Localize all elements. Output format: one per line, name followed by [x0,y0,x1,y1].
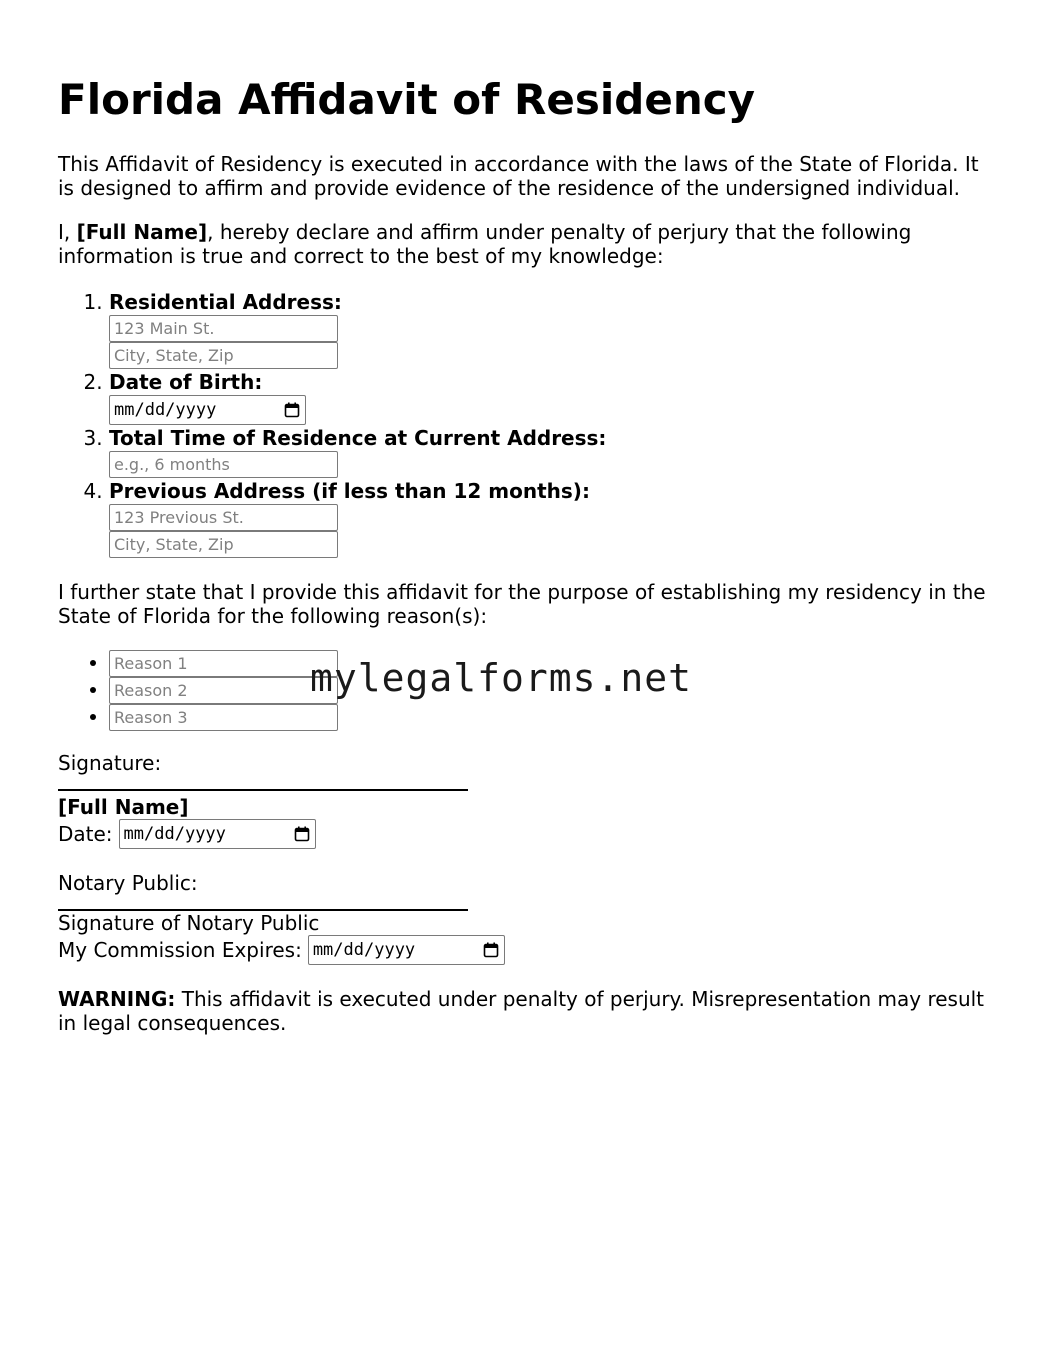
notary-label: Notary Public: [58,871,198,895]
item-residential-address [109,289,988,369]
residential-street-input[interactable] [109,315,338,342]
declaration-prefix: I, [58,220,77,244]
item-title: 2. Date of Birth: [109,370,263,394]
commission-row [58,935,988,965]
item-date-of-birth [109,369,988,425]
intro-paragraph: This Affidavit of Residency is executed in accordance with the laws of the State of Florida. It is designed to affirm and provide evidence of the residence of the undersigned individual. [58,152,979,200]
date-of-birth-input[interactable] [109,395,306,425]
calendar-icon[interactable] [483,942,499,958]
purpose-paragraph: I further state that I provide this affidavit for the purpose of establishing my residency in the State of Florida for the following reason(s): [58,580,986,628]
calendar-icon[interactable] [294,826,310,842]
item-previous-address [109,478,988,558]
date-placeholder: mm/dd/yyyy [312,940,416,960]
notary-signature-label: Signature of Notary Public [58,911,320,935]
date-placeholder: mm/dd/yyyy [123,824,226,844]
residence-duration-input[interactable] [109,451,338,478]
reason-3-input[interactable] [109,704,338,731]
warning-text: This affidavit is executed under penalty of perjury. Misrepresentation may result in legal consequences. [58,987,985,1035]
page-title: Florida Affidavit of Residency [58,75,755,124]
date-placeholder: mm/dd/yyyy [114,400,217,420]
reason-1-input[interactable] [109,650,338,677]
previous-city-input[interactable] [109,531,338,558]
reasons-list [58,650,988,731]
signer-full-name: [Full Name] [58,795,189,819]
item-time-of-residence [109,425,988,478]
commission-date-input[interactable] [308,935,505,965]
item-title: 3. Total Time of Residence at Current Address: [109,426,607,450]
item-title: 4. Previous Address (if less than 12 months): [109,479,590,503]
warning-paragraph [58,987,988,1035]
reason-item [109,704,988,731]
watermark-text: mylegalforms.net [310,656,693,700]
declaration-paragraph [58,220,988,268]
residency-items-list [58,289,988,558]
signature-date-label: Date: [58,822,113,846]
warning-label: WARNING: [58,987,176,1011]
signature-date-input[interactable] [119,819,316,849]
reason-item [109,677,988,704]
declaration-suffix: , hereby declare and affirm under penalty of perjury that the following information is true and correct to the best of my knowledge: [58,220,912,268]
signature-line [58,781,468,791]
signature-label: Signature: [58,751,162,775]
reason-item [109,650,988,677]
residential-city-input[interactable] [109,342,338,369]
previous-street-input[interactable] [109,504,338,531]
affidavit-document [58,72,988,1035]
commission-expires-label: My Commission Expires: [58,938,302,962]
signature-date-row [58,819,988,849]
calendar-icon[interactable] [284,402,300,418]
item-title: 1. Residential Address: [109,290,342,314]
notary-signature-line [58,901,468,911]
declaration-name-placeholder: [Full Name] [76,220,208,244]
reason-2-input[interactable] [109,677,338,704]
